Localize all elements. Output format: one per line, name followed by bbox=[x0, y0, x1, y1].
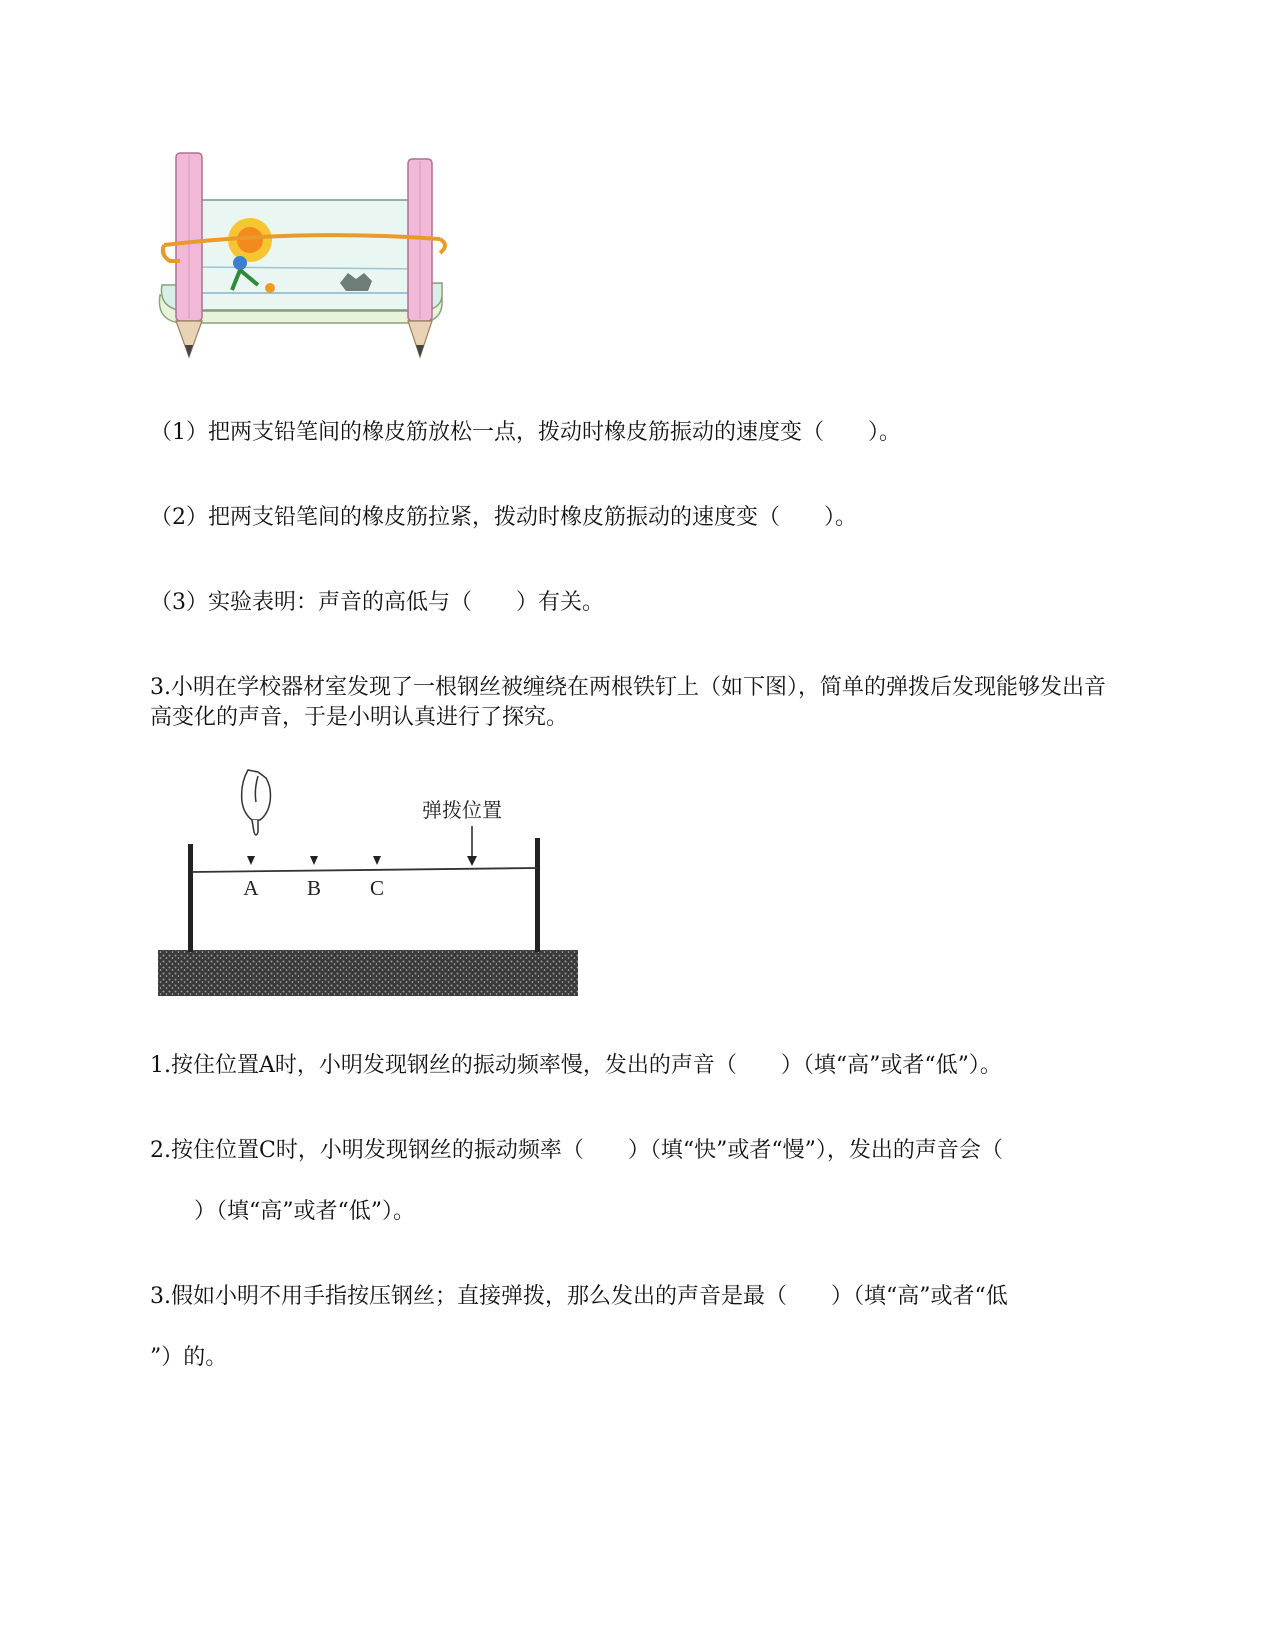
question-2-2-line2: ）（填“高”或者“低”）。 bbox=[150, 1199, 415, 1224]
marker-b bbox=[310, 856, 318, 865]
finger-icon bbox=[242, 770, 271, 835]
nail-right bbox=[535, 838, 540, 952]
question-2-3-line1: 3.假如小明不用手指按压钢丝；直接弹拨，那么发出的声音是最（ ）（填“高”或者“低 bbox=[150, 1284, 1008, 1309]
marker-a bbox=[247, 856, 255, 865]
question-1-3: （3）实验表明：声音的高低与（ ）有关。 bbox=[150, 590, 604, 615]
steel-wire-figure bbox=[150, 762, 600, 1007]
label-b: B bbox=[306, 876, 322, 900]
pencil-icon bbox=[408, 159, 432, 357]
question-2-2-line1: 2.按住位置C时，小明发现钢丝的振动频率（ ）（填“快”或者“慢”），发出的声音会（ bbox=[150, 1138, 1003, 1163]
question-2-1: 1.按住位置A时，小明发现钢丝的振动频率慢，发出的声音（ ）（填“高”或者“低”）。 bbox=[150, 1053, 1002, 1078]
nail-left bbox=[188, 844, 193, 952]
question-3-intro: 3.小明在学校器材室发现了一根钢丝被缠绕在两根铁钉上（如下图），简单的弹拨后发现能够发出音高变化的声音，于是小明认真进行了探究。 bbox=[150, 675, 1106, 730]
base-board bbox=[158, 950, 578, 996]
rubber-band-pencil-figure bbox=[150, 145, 470, 365]
question-1-2: （2）把两支铅笔间的橡皮筋拉紧，拨动时橡皮筋振动的速度变（ ）。 bbox=[150, 505, 857, 530]
label-a: A bbox=[243, 876, 259, 900]
pluck-arrow-head bbox=[467, 856, 477, 866]
marker-c bbox=[373, 856, 381, 865]
label-c: C bbox=[369, 876, 385, 900]
question-1-1: （1）把两支铅笔间的橡皮筋放松一点，拨动时橡皮筋振动的速度变（ ）。 bbox=[150, 420, 901, 445]
pencil-icon bbox=[176, 153, 202, 357]
steel-wire bbox=[192, 868, 537, 872]
pluck-position-label: 弹拨位置 bbox=[422, 798, 502, 822]
question-2-3-line2: ”）的。 bbox=[150, 1345, 228, 1370]
